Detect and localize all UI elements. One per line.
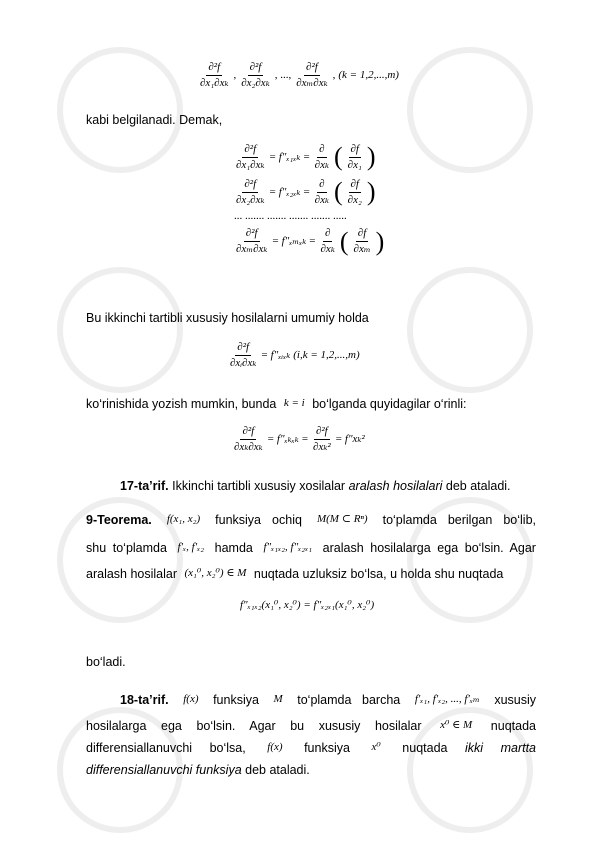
term-ikki-martta: differensiallanuvchi funksiya (86, 763, 242, 777)
formula-general: $\frac{\text{∂²f}}{\text{∂xᵢ∂xₖ}}$ = f″ₓᵢₓₖ (i,k = 1,2,...,m) (230, 341, 360, 369)
definition-18-line-2: hosilalarga ega bo‘lsin. Agar bu xususiy hosilalar x⁰ ∈ M nuqtada (86, 719, 536, 733)
term-aralash-hosilalari: aralash hosilalari (348, 479, 443, 493)
formula-equal: $\frac{\text{∂²f}}{\text{∂xₖ∂xₖ}}$ = f″ₓₖₓₖ = $\frac{\text{∂²f}}{\text{∂xₖ²}}$ = f″xₖ² (234, 425, 365, 453)
theorem-9-line-1: 9-Teorema. f(x₁, x₂) funksiya ochiq M(M ⊂ Rⁿ) to‘plamda berilgan bo‘lib, (86, 513, 536, 527)
formula-system: $\frac{\text{∂²f}}{\text{∂x₁∂xₖ}}$ = f″ₓ₁ₓₖ = $\frac{\partial}{\text{∂xₖ}}$ ( $\frac{\partial f}{\text{∂x₁}}$ ) $\frac{\text{∂²f}}{\text{∂x₂∂xₖ}}$ = f″ₓ₂ₓₖ = $\frac{\partial}{\text{∂xₖ}}$ ( $\frac{\partial f}{\text{∂x₂}}$ ) ... ....... ....... ....... ....... ..... $\frac{\text{∂²f}}{\text{∂xₘ∂xₖ}}$ = f″ₓₘₓₖ = $\frac{\partial}{\text{∂xₖ}}$ ( $\frac{\partial f}{\text{∂xₘ}}$ ) (234, 142, 385, 256)
definition-18-line-4: differensiallanuvchi funksiya deb ataladi. (86, 763, 310, 777)
theorem-9-line-3: aralash hosilalar (x₁⁰, x₂⁰) ∈ M nuqtada uzluksiz bo‘lsa, u holda shu nuqtada (86, 567, 504, 581)
formula-dots: ... ....... ....... ....... ....... ..... (234, 210, 347, 223)
paragraph-umumiy-holda: Bu ikkinchi tartibli xususiy hosilalarni umumiy holda (86, 311, 369, 325)
definition-17: 17-ta’rif. Ikkinchi tartibli xususiy xosilalar aralash hosilalari deb ataladi. (120, 479, 511, 493)
formula-top: $\frac{\text{∂²f}}{\text{∂x₁∂xₖ}}$ , $\frac{\text{∂²f}}{\text{∂x₂∂xₖ}}$ , ..., $\frac{\text{∂²f}}{\text{∂xₘ∂xₖ}}$ , (k = 1,2,...,m) (200, 61, 399, 89)
definition-18-line-1: 18-ta’rif. f(x) funksiya M to‘plamda barcha f′ₓ₁, f′ₓ₂, ..., f′ₓₘ xususiy (120, 693, 536, 707)
formula-mixed-equal: f″ₓ₁ₓ₂(x₁⁰, x₂⁰) = f″ₓ₂ₓ₁(x₁⁰, x₂⁰) (240, 599, 375, 611)
definition-18-line-3: differensiallanuvchi bo‘lsa, f(x) funksiya x⁰ nuqtada ikki martta (86, 741, 537, 755)
theorem-9-end: bo‘ladi. (86, 655, 126, 669)
condition-k-eq-i: k = i (283, 397, 305, 409)
paragraph-belgilanadi: kabi belgilanadi. Demak, (86, 113, 223, 127)
theorem-9-line-2: shu to‘plamda f′ₓ, f′ₓ₂ hamda f″ₓ₁ₓ₂, f″ₓ₂ₓ₁ aralash hosilalarga ega bo‘lsin. Agar (86, 541, 536, 555)
paragraph-korinishida: ko‘rinishida yozish mumkin, bunda k = i bo‘lganda quyidagilar o‘rinli: (86, 397, 467, 411)
